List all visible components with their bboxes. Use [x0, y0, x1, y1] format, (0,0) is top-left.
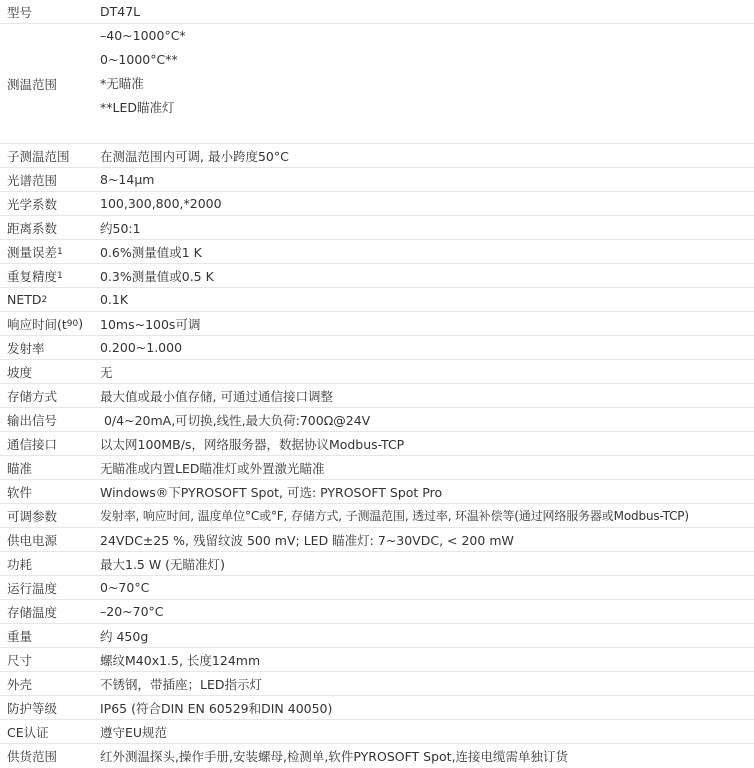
- spec-value: 螺纹M40x1.5, 长度124mm: [100, 652, 261, 668]
- spec-label: 尺寸: [7, 652, 33, 668]
- spec-value: 发射率, 响应时间, 温度单位°C或°F, 存储方式, 子测温范围, 透过率, 环温补偿等(通过网络服务器或Modbus-TCP): [100, 509, 689, 523]
- spec-row-sighting: [0, 456, 754, 480]
- spec-row-repeatability: [0, 264, 754, 288]
- spec-value: 无: [100, 364, 113, 380]
- spec-row-spectral-range: [0, 168, 754, 192]
- spec-label: 存储温度: [7, 604, 58, 620]
- spec-label: 光谱范围: [7, 172, 58, 188]
- spec-value: 8~14μm: [100, 172, 155, 187]
- spec-row-housing: [0, 672, 754, 696]
- spec-row-output-signal: [0, 408, 754, 432]
- spec-label: 距离系数: [7, 220, 58, 236]
- spec-value: 10ms~100s可调: [100, 316, 201, 332]
- spec-label: 测量误差 1: [7, 244, 63, 260]
- spec-label: 坡度: [7, 364, 33, 380]
- spec-label: 瞄准: [7, 460, 33, 476]
- spec-value: 最大值或最小值存储, 可通过通信接口调整: [100, 388, 333, 404]
- spec-label: CE认证: [7, 724, 49, 740]
- spec-row-weight: [0, 624, 754, 648]
- spec-value: 遵守EU规范: [100, 724, 168, 740]
- spec-label: 供电电源: [7, 532, 58, 548]
- spec-value: 0.1K: [100, 292, 129, 307]
- spec-value: 约50:1: [100, 220, 141, 236]
- spec-row-ce: [0, 720, 754, 744]
- spec-label: 输出信号: [7, 412, 58, 428]
- spec-row-distance-ratio: [0, 216, 754, 240]
- spec-row-power-consumption: [0, 552, 754, 576]
- spec-value: 以太网100MB/s，网络服务器，数据协议Modbus-TCP: [100, 436, 405, 452]
- spec-value-list: [100, 24, 754, 143]
- spec-value-line: **LED瞄准灯: [100, 100, 175, 115]
- spec-value: 红外测温探头,操作手册,安装螺母,检测单,软件PYROSOFT Spot,连接电缆需单独订货: [100, 749, 569, 764]
- spec-row-storage-mode: [0, 384, 754, 408]
- spec-row-netd: [0, 288, 754, 312]
- spec-value: 约 450g: [100, 628, 149, 644]
- spec-row-adjustable-params: [0, 504, 754, 528]
- spec-row-power-supply: [0, 528, 754, 552]
- spec-row-temperature-range: [0, 24, 754, 144]
- spec-label: 重复精度 1: [7, 268, 63, 284]
- spec-value: DT47L: [100, 4, 141, 19]
- spec-row-interface: [0, 432, 754, 456]
- spec-label: 存储方式: [7, 388, 58, 404]
- spec-value: 24VDC±25 %, 残留纹波 500 mV; LED 瞄准灯: 7~30VDC, < 200 mW: [100, 532, 514, 548]
- spec-value: –20~70°C: [100, 604, 164, 619]
- spec-label: 测温范围: [7, 76, 58, 92]
- spec-row-model: [0, 0, 754, 24]
- spec-label: 可调参数: [7, 508, 58, 524]
- spec-row-storage-temp: [0, 600, 754, 624]
- spec-value-line: 0~1000°C**: [100, 52, 178, 67]
- spec-label: 通信接口: [7, 436, 58, 452]
- spec-row-slope: [0, 360, 754, 384]
- spec-row-emissivity: [0, 336, 754, 360]
- spec-value: Windows®下PYROSOFT Spot, 可选: PYROSOFT Spot Pro: [100, 484, 443, 500]
- spec-label: NETD 2: [7, 292, 48, 307]
- spec-value: 在测温范围内可调, 最小跨度50°C: [100, 148, 289, 164]
- spec-value-line: *无瞄准: [100, 76, 144, 91]
- spec-value: 0.200~1.000: [100, 340, 183, 355]
- spec-label: 供货范围: [7, 749, 58, 764]
- spec-value: IP65 (符合DIN EN 60529和DIN 40050): [100, 700, 333, 716]
- spec-value: 100,300,800,*2000: [100, 196, 222, 211]
- spec-value: 0.3%测量值或0.5 K: [100, 268, 214, 284]
- spec-label: 响应时间(t 90 ): [7, 316, 84, 332]
- spec-label: 功耗: [7, 556, 33, 572]
- spec-label: 重量: [7, 628, 33, 644]
- spec-row-sub-range: [0, 144, 754, 168]
- spec-row-protection: [0, 696, 754, 720]
- spec-label: 外壳: [7, 676, 33, 692]
- spec-label: 软件: [7, 484, 33, 500]
- spec-value: 最大1.5 W (无瞄准灯): [100, 556, 225, 572]
- spec-label: 防护等级: [7, 700, 58, 716]
- spec-row-response-time: [0, 312, 754, 336]
- spec-label: 光学系数: [7, 196, 58, 212]
- spec-label: 运行温度: [7, 580, 58, 596]
- spec-value: 无瞄准或内置LED瞄准灯或外置激光瞄准: [100, 460, 325, 476]
- spec-row-operating-temp: [0, 576, 754, 600]
- spec-label: 型号: [7, 4, 33, 20]
- spec-label: 发射率: [7, 340, 45, 356]
- spec-row-accuracy: [0, 240, 754, 264]
- spec-value-line: –40~1000°C*: [100, 28, 186, 43]
- spec-label: 子测温范围: [7, 148, 70, 164]
- spec-value: 0/4~20mA,可切换,线性,最大负荷:700Ω@24V: [100, 412, 371, 428]
- spec-row-optics: [0, 192, 754, 216]
- spec-value: 不锈钢，带插座；LED指示灯: [100, 676, 262, 692]
- spec-value: 0.6%测量值或1 K: [100, 244, 202, 260]
- spec-value: 0~70°C: [100, 580, 150, 595]
- spec-row-dimensions: [0, 648, 754, 672]
- spec-row-software: [0, 480, 754, 504]
